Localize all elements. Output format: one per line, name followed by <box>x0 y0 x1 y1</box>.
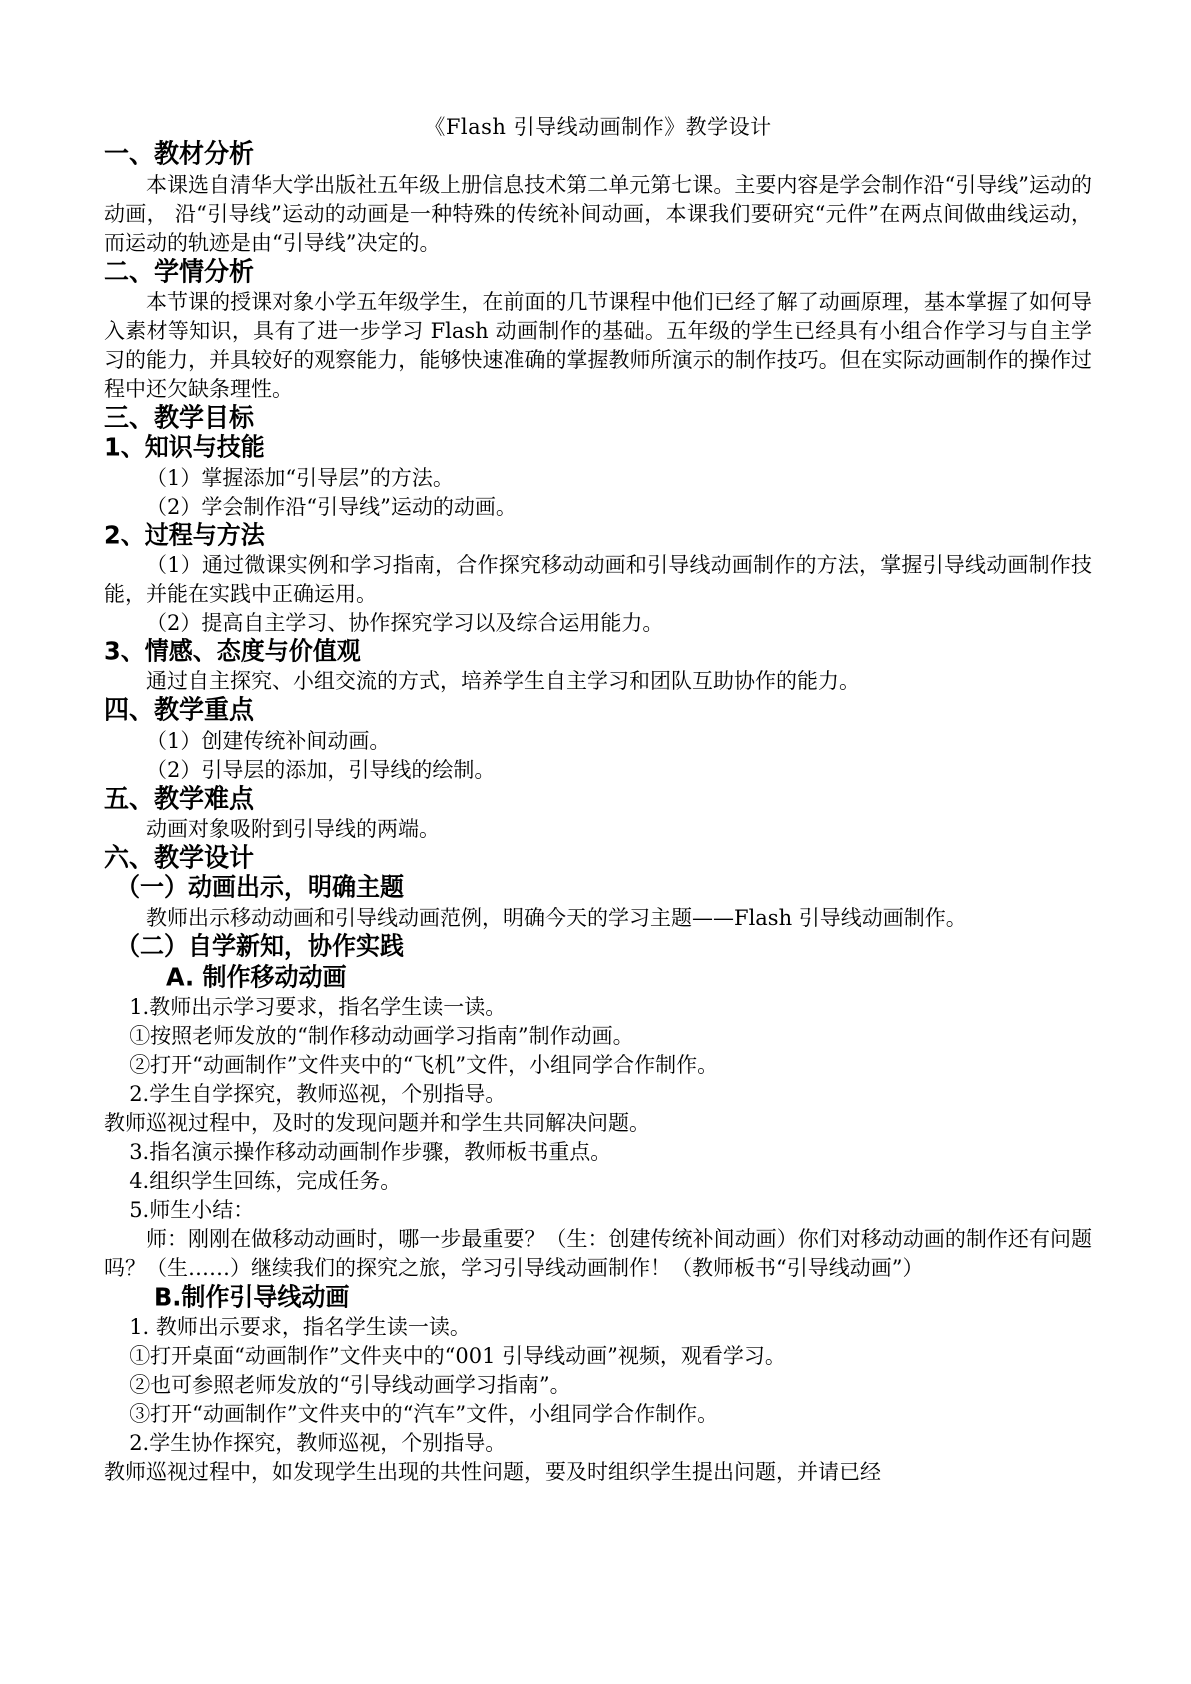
heading-section-a-move-animation: A. 制作移动动画 <box>166 962 347 992</box>
heading-emotion-attitude-values: 3、情感、态度与价值观 <box>104 636 361 666</box>
page-title: 《Flash 引导线动画制作》教学设计 <box>424 115 772 139</box>
item-process-1: （1）通过微课实例和学习指南，合作探究移动动画和引导线动画制作的方法，掌握引导线动画制作技能，并能在实践中正确运用。 <box>104 552 1092 606</box>
step-a-1b: ②打开“动画制作”文件夹中的“飞机”文件，小组同学合作制作。 <box>129 1053 719 1078</box>
paragraph-a-5-dialogue: 师：刚刚在做移动动画时，哪一步最重要？（生：创建传统补间动画）你们对移动动画的制作还有问题吗？（生……）继续我们的探究之旅，学习引导线动画制作！（教师板书“引导线动画”） <box>104 1226 1092 1280</box>
paragraph-emotion-attitude-values: 通过自主探究、小组交流的方式，培养学生自主学习和团队互助协作的能力。 <box>146 669 860 694</box>
item-knowledge-2: （2）学会制作沿“引导线”运动的动画。 <box>146 494 517 519</box>
item-knowledge-1: （1）掌握添加“引导层”的方法。 <box>146 465 454 490</box>
step-b-2: 2.学生协作探究，教师巡视，个别指导。 <box>129 1430 507 1455</box>
paragraph-teaching-difficulty: 动画对象吸附到引导线的两端。 <box>146 817 440 842</box>
step-a-4: 4.组织学生回练，完成任务。 <box>129 1169 402 1193</box>
step-a-5: 5.师生小结： <box>129 1197 255 1222</box>
item-focus-2: （2）引导层的添加，引导线的绘制。 <box>146 757 496 782</box>
heading-teaching-focus: 四、教学重点 <box>104 694 255 726</box>
step-a-2: 2.学生自学探究，教师巡视，个别指导。 <box>129 1082 507 1107</box>
step-b-1b: ②也可参照老师发放的“引导线动画学习指南”。 <box>129 1373 571 1398</box>
item-process-2: （2）提高自主学习、协作探究学习以及综合运用能力。 <box>146 610 664 635</box>
note-a-2: 教师巡视过程中，及时的发现问题并和学生共同解决问题。 <box>104 1111 650 1136</box>
step-a-1a: ①按照老师发放的“制作移动动画学习指南”制作动画。 <box>129 1024 634 1049</box>
step-a-3: 3.指名演示操作移动动画制作步骤，教师板书重点。 <box>129 1140 612 1165</box>
heading-process-and-method: 2、过程与方法 <box>104 520 265 550</box>
step-b-1a: ①打开桌面“动画制作”文件夹中的“001 引导线动画”视频，观看学习。 <box>129 1344 786 1369</box>
heading-teaching-material-analysis: 一、教材分析 <box>104 138 255 170</box>
item-focus-1: （1）创建传统补间动画。 <box>146 728 391 753</box>
step-b-1c: ③打开“动画制作”文件夹中的“汽车”文件，小组同学合作制作。 <box>129 1402 719 1427</box>
heading-teaching-objectives: 三、教学目标 <box>104 402 255 433</box>
heading-teaching-design: 六、教学设计 <box>104 842 255 873</box>
heading-design-part-one: （一）动画出示，明确主题 <box>116 872 404 903</box>
step-b-1: 1. 教师出示要求，指名学生读一读。 <box>129 1315 471 1340</box>
heading-teaching-difficulty: 五、教学难点 <box>104 782 255 814</box>
heading-section-b-guide-line-animation: B.制作引导线动画 <box>154 1282 350 1312</box>
paragraph-design-part-one: 教师出示移动动画和引导线动画范例，明确今天的学习主题——Flash 引导线动画制作。 <box>146 906 967 931</box>
step-a-1: 1.教师出示学习要求，指名学生读一读。 <box>129 995 507 1020</box>
note-b-2: 教师巡视过程中，如发现学生出现的共性问题，要及时组织学生提出问题，并请已经 <box>104 1459 881 1484</box>
paragraph-teaching-material-analysis: 本课选自清华大学出版社五年级上册信息技术第二单元第七课。主要内容是学会制作沿“引导线”运动的动画， 沿“引导线”运动的动画是一种特殊的传统补间动画，本课我们要研究“元件”在两点间做曲线运动，而运动的轨迹是由“引导线”决定的。 <box>104 172 1092 255</box>
heading-knowledge-and-skills: 1、知识与技能 <box>104 433 265 463</box>
paragraph-student-situation-analysis: 本节课的授课对象小学五年级学生，在前面的几节课程中他们已经了解了动画原理，基本掌握了如何导入素材等知识，具有了进一步学习 Flash 动画制作的基础。五年级的学生已经具有小组合作学习与自主学习的能力，并具较好的观察能力，能够快速准确的掌握教师所演示的制作技巧。但在实际动画制作的操作过程中还欠缺条理性。 <box>104 290 1092 401</box>
heading-design-part-two: （二）自学新知，协作实践 <box>116 931 404 962</box>
document-content <box>104 0 1092 1487</box>
heading-student-situation-analysis: 二、学情分析 <box>104 256 255 287</box>
